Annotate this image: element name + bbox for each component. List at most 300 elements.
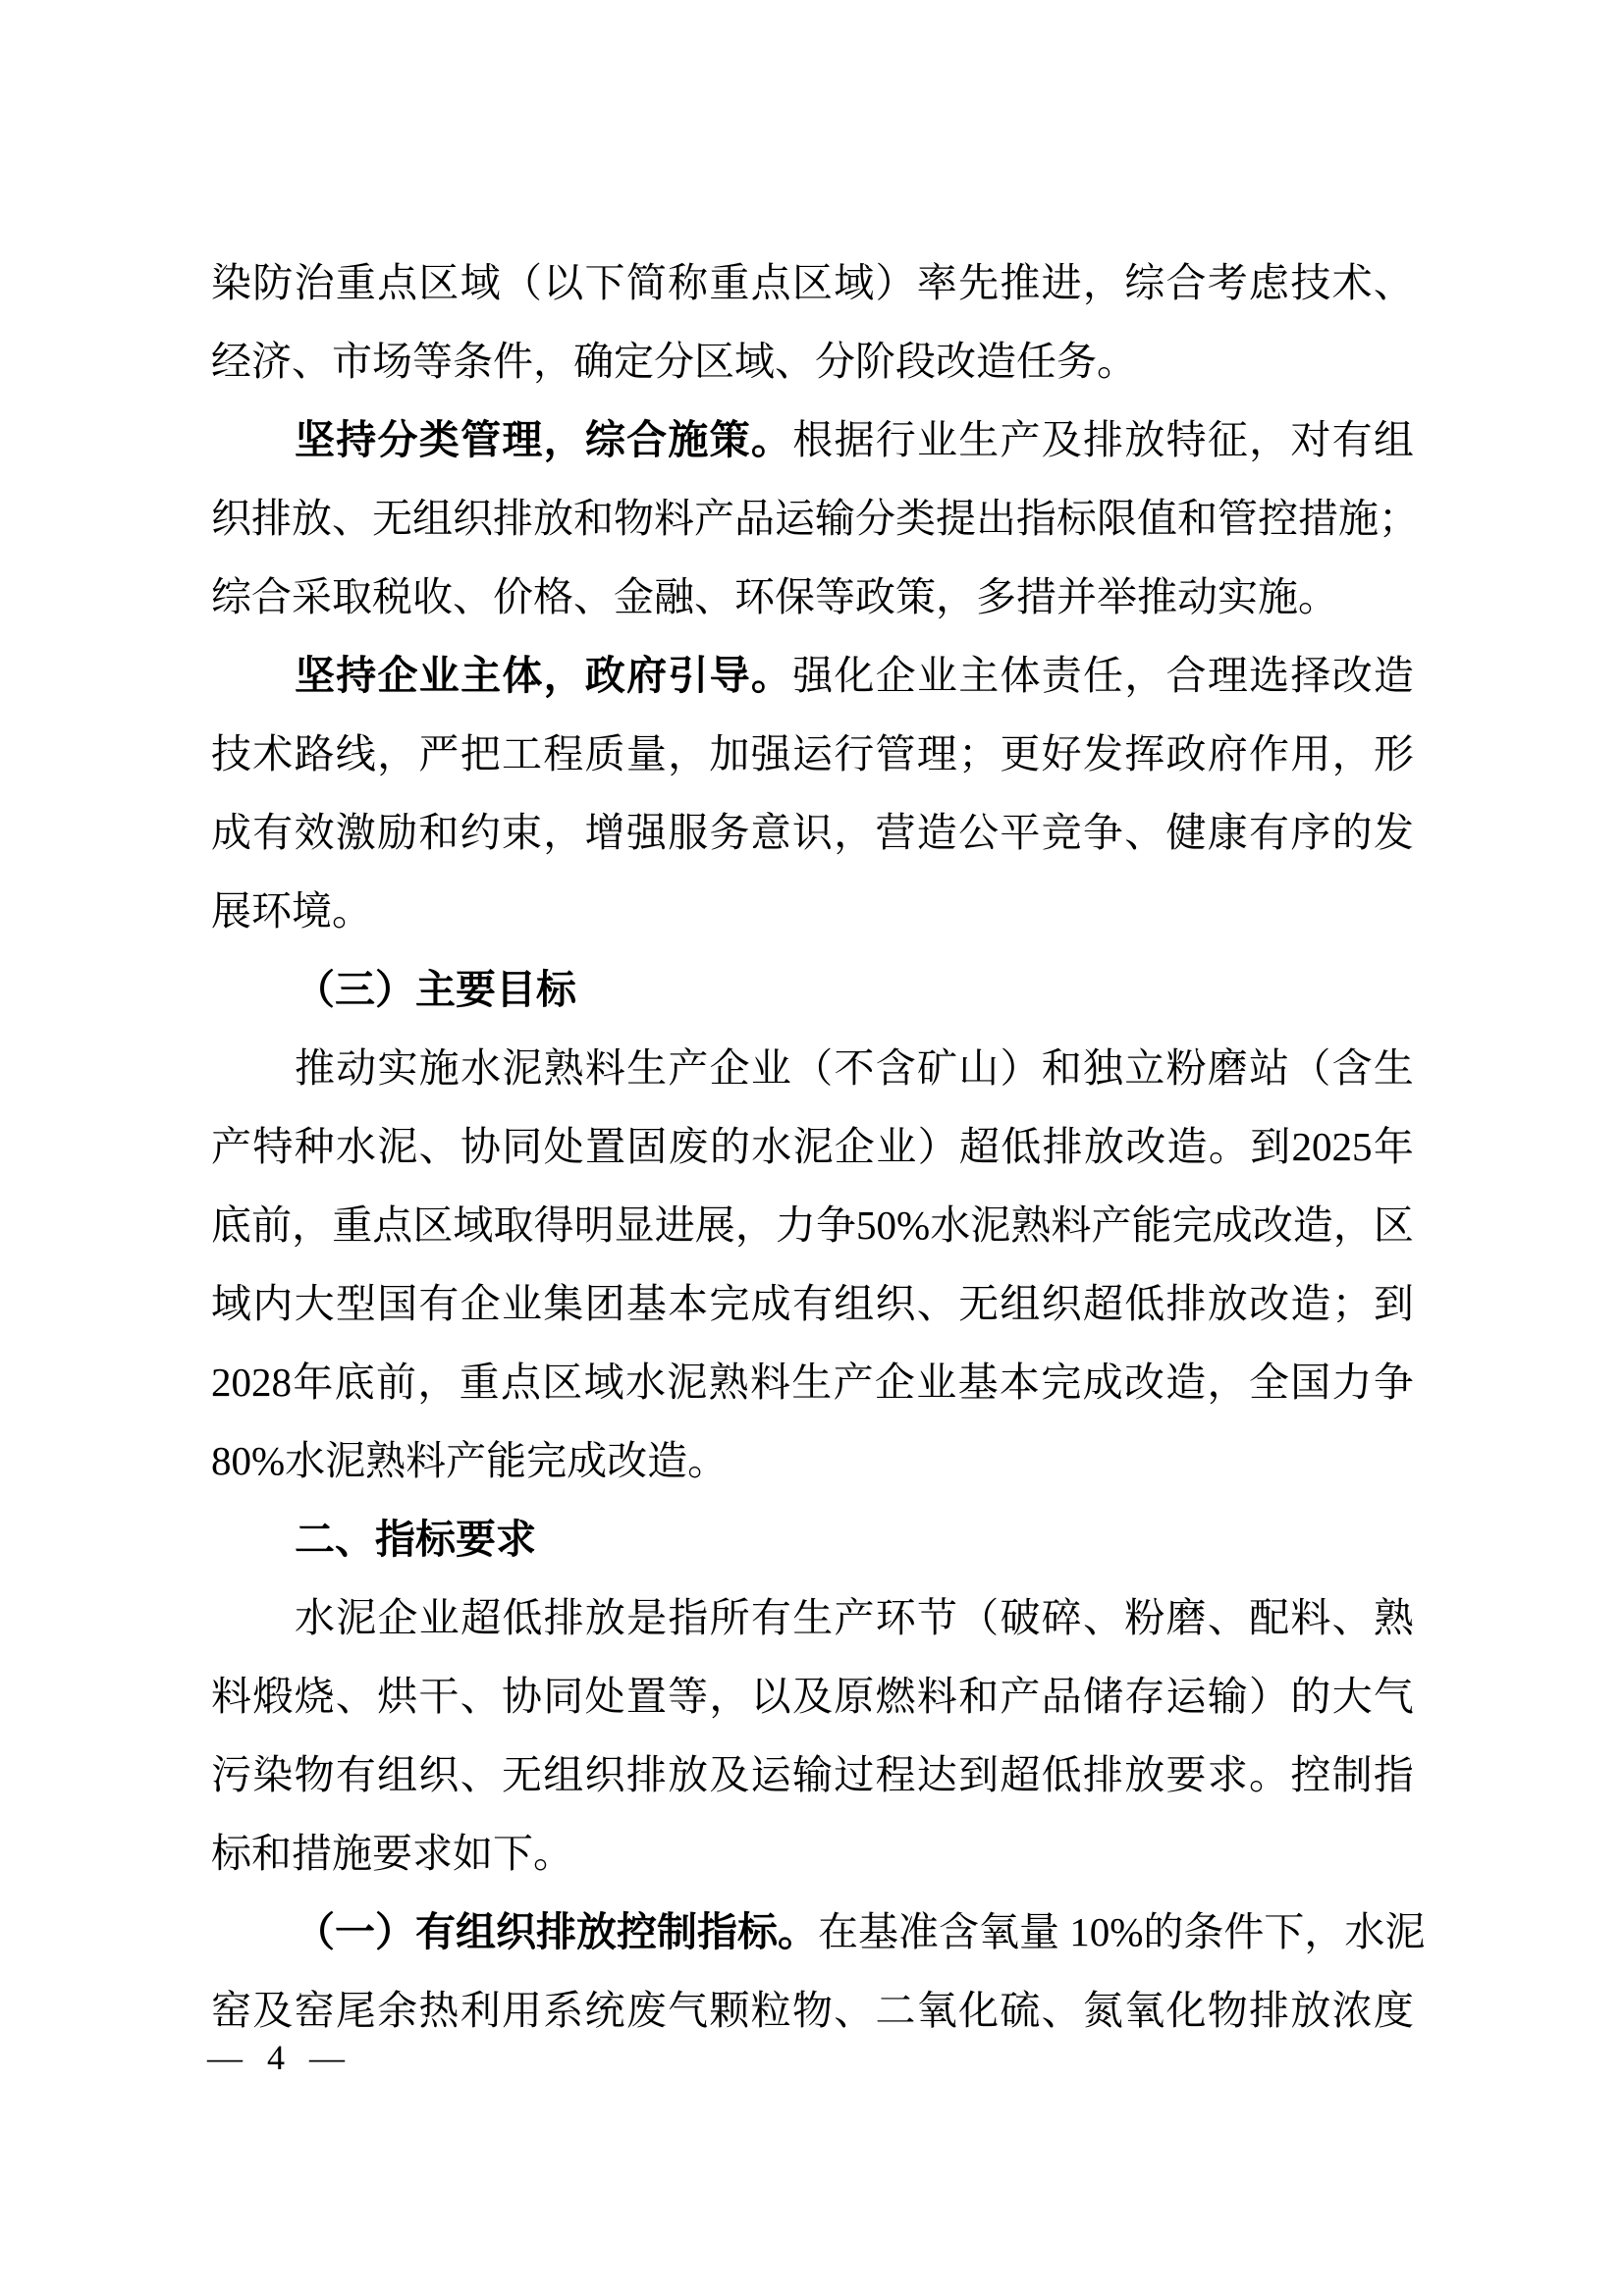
bold-text-token: 综 bbox=[584, 417, 625, 462]
text-token: 条 bbox=[1183, 1909, 1224, 1954]
text-token: 过 bbox=[834, 1752, 875, 1797]
text-token: 综 bbox=[1124, 260, 1165, 305]
text-token: 业 bbox=[916, 653, 957, 698]
bold-text-token: 府 bbox=[626, 653, 668, 698]
text-token: 同 bbox=[502, 1124, 543, 1169]
text-token: 团 bbox=[584, 1281, 625, 1326]
text-token: 超 bbox=[958, 1124, 1000, 1169]
text-token: 放 bbox=[292, 496, 332, 541]
text-token: 矿 bbox=[916, 1045, 957, 1091]
text-token: 及 bbox=[252, 1988, 294, 2033]
text-token: 水 bbox=[460, 1045, 502, 1091]
text-token: ， bbox=[417, 1360, 459, 1405]
text-token: 运 bbox=[750, 1752, 791, 1797]
text-token: 输 bbox=[791, 1752, 833, 1797]
bold-text-token: 。 bbox=[750, 417, 791, 462]
text-token: 产 bbox=[211, 1124, 251, 1169]
text-token: 能 bbox=[1131, 1202, 1172, 1248]
text-token: 推 bbox=[1000, 260, 1041, 305]
text-token: 物 bbox=[1207, 1988, 1248, 2033]
text-token: 化 bbox=[834, 653, 875, 698]
text-token: 织 bbox=[418, 1752, 460, 1797]
text-line bbox=[211, 715, 1414, 793]
text-line bbox=[211, 1578, 1414, 1657]
text-token: ， bbox=[1207, 1360, 1248, 1405]
text-token: 10% bbox=[1059, 1909, 1144, 1954]
text-token: 放 bbox=[533, 496, 573, 541]
text-token: 技 bbox=[1290, 260, 1331, 305]
text-token: 改 bbox=[1125, 1124, 1166, 1169]
text-token: 。 bbox=[1249, 1752, 1290, 1797]
text-token: 输 bbox=[1207, 1674, 1248, 1719]
text-token: 是 bbox=[626, 1595, 668, 1640]
text-line bbox=[211, 1893, 1426, 1971]
text-token: 干 bbox=[418, 1674, 460, 1719]
text-token: 、 bbox=[1083, 1595, 1124, 1640]
text-token: 强 bbox=[625, 810, 667, 855]
text-token: 低 bbox=[1041, 1752, 1082, 1797]
bold-text-token: 排 bbox=[536, 1909, 576, 1954]
text-token: 大 bbox=[294, 1281, 335, 1326]
text-token: 余 bbox=[377, 1988, 418, 2033]
text-token: 域 bbox=[453, 1202, 494, 1248]
text-token: 件 bbox=[1223, 1909, 1265, 1954]
text-token: 站 bbox=[1249, 1045, 1290, 1091]
text-token: 型 bbox=[335, 1281, 376, 1326]
text-token: 体 bbox=[1000, 653, 1041, 698]
text-token: ； bbox=[1379, 496, 1419, 541]
text-token: 氧 bbox=[1124, 1988, 1165, 2033]
text-token: （ bbox=[958, 1595, 1000, 1640]
bold-text-token: （ bbox=[295, 1909, 335, 1954]
text-token: 、 bbox=[916, 1281, 957, 1326]
text-token: 排 bbox=[1082, 1752, 1123, 1797]
text-token: 二 bbox=[875, 1988, 916, 2033]
text-token: 域 bbox=[460, 260, 501, 305]
text-token: 造 bbox=[916, 810, 957, 855]
text-token: 置 bbox=[584, 1124, 625, 1169]
text-token: 称 bbox=[668, 260, 709, 305]
text-token: 路 bbox=[294, 731, 335, 776]
text-token: 企 bbox=[875, 653, 916, 698]
text-token: 企 bbox=[834, 1124, 875, 1169]
text-token: 泥 bbox=[502, 1045, 543, 1091]
text-token: 烘 bbox=[377, 1674, 418, 1719]
bold-text-token: 分 bbox=[377, 417, 418, 462]
text-token: 化 bbox=[958, 1988, 1000, 2033]
text-token: 明 bbox=[573, 1202, 615, 1248]
text-token: 熟 bbox=[543, 1045, 584, 1091]
text-token: 显 bbox=[614, 1202, 655, 1248]
text-token: 业 bbox=[916, 1360, 957, 1405]
text-token: 配 bbox=[1249, 1595, 1290, 1640]
text-token: 本 bbox=[668, 1281, 709, 1326]
bold-text-token: 导 bbox=[709, 653, 750, 698]
text-token: 府 bbox=[1207, 731, 1248, 776]
text-token: 平 bbox=[1000, 810, 1041, 855]
text-token: 织 bbox=[1041, 1281, 1082, 1326]
bold-text-token: ， bbox=[543, 417, 584, 462]
text-token: 实 bbox=[377, 1045, 418, 1091]
text-token: 类 bbox=[895, 496, 936, 541]
text-token: 染 bbox=[252, 1752, 294, 1797]
text-token: ， bbox=[1082, 260, 1123, 305]
bold-text-token: ） bbox=[375, 1909, 415, 1954]
text-token: 排 bbox=[543, 1595, 584, 1640]
text-token: 环 bbox=[875, 1595, 916, 1640]
text-token: 前 bbox=[375, 1360, 416, 1405]
text-token: 大 bbox=[1331, 1674, 1373, 1719]
bold-text-token: 持 bbox=[336, 653, 377, 698]
text-token: 量 bbox=[1019, 1909, 1059, 1954]
text-token: 以 bbox=[750, 1674, 791, 1719]
text-token: 量 bbox=[625, 731, 667, 776]
text-token: 排 bbox=[1249, 1988, 1290, 2033]
bold-text-token: 组 bbox=[456, 1909, 496, 1954]
text-token: 及 bbox=[709, 1752, 750, 1797]
text-token: 成 bbox=[211, 810, 251, 855]
text-token: ， bbox=[377, 731, 418, 776]
bold-text-token: 政 bbox=[584, 653, 625, 698]
text-token: 内 bbox=[252, 1281, 294, 1326]
text-token: ） bbox=[875, 260, 916, 305]
text-token: 熟 bbox=[1010, 1202, 1052, 1248]
text-token: 有 bbox=[418, 1281, 460, 1326]
text-token: 区 bbox=[418, 260, 460, 305]
text-token: 标 bbox=[1056, 496, 1097, 541]
text-token: 粉 bbox=[1124, 1595, 1165, 1640]
text-token: 组 bbox=[1373, 417, 1414, 462]
text-token: 企 bbox=[460, 1281, 501, 1326]
bold-text-token: 施 bbox=[668, 417, 709, 462]
text-token: 原 bbox=[834, 1674, 875, 1719]
text-token: 烧 bbox=[294, 1674, 335, 1719]
text-token: 的 bbox=[1143, 1909, 1184, 1954]
text-token: 织 bbox=[453, 496, 493, 541]
text-token: 尾 bbox=[335, 1988, 376, 2033]
text-token: 造 bbox=[1166, 1124, 1208, 1169]
text-line bbox=[211, 322, 1414, 400]
text-token: 废 bbox=[668, 1124, 709, 1169]
text-token: 前 bbox=[251, 1202, 293, 1248]
text-token: 及 bbox=[1041, 417, 1082, 462]
text-token: 得 bbox=[533, 1202, 574, 1248]
text-token: 低 bbox=[502, 1595, 543, 1640]
text-token: 合 bbox=[1165, 260, 1207, 305]
text-token: 生 bbox=[958, 417, 1000, 462]
bold-text-token: 控 bbox=[617, 1909, 657, 1954]
text-token: 排 bbox=[1083, 417, 1124, 462]
text-token: 以 bbox=[543, 260, 584, 305]
text-token: 放 bbox=[1124, 1752, 1165, 1797]
text-token: 集 bbox=[543, 1281, 584, 1326]
text-token: 50% bbox=[856, 1202, 931, 1248]
text-token: 改 bbox=[1252, 1202, 1293, 1248]
text-token: 品 bbox=[1041, 1674, 1082, 1719]
text-token: ， bbox=[668, 731, 709, 776]
text-token: 程 bbox=[875, 1752, 916, 1797]
bold-text-token: 企 bbox=[377, 653, 418, 698]
text-token: （ bbox=[792, 1045, 834, 1091]
text-token: 线 bbox=[335, 731, 376, 776]
text-token: 行 bbox=[834, 731, 875, 776]
text-token: 区 bbox=[791, 260, 833, 305]
text-token: 健 bbox=[1165, 810, 1207, 855]
text-token: 任 bbox=[1083, 653, 1124, 698]
text-token: 术 bbox=[252, 731, 294, 776]
text-token: 到 bbox=[1373, 1281, 1414, 1326]
text-token: 控 bbox=[1258, 496, 1298, 541]
text-token: 放 bbox=[1124, 417, 1165, 462]
text-token: 域 bbox=[211, 1281, 251, 1326]
text-token: 、 bbox=[834, 1988, 875, 2033]
text-token: 点 bbox=[372, 1202, 413, 1248]
text-token: 、 bbox=[1373, 260, 1414, 305]
text-token: 理 bbox=[916, 731, 957, 776]
text-token: 推 bbox=[295, 1045, 335, 1091]
text-token: 。 bbox=[1208, 1124, 1249, 1169]
text-token: 动 bbox=[336, 1045, 377, 1091]
text-token: 粒 bbox=[750, 1988, 791, 2033]
text-token: 同 bbox=[543, 1674, 584, 1719]
text-token: 含 bbox=[939, 1909, 979, 1954]
text-token: 废 bbox=[625, 1988, 667, 2033]
text-token: 虑 bbox=[1249, 260, 1290, 305]
text-token: 技 bbox=[211, 731, 251, 776]
text-token: ， bbox=[709, 1674, 750, 1719]
text-token: 窑 bbox=[294, 1988, 335, 2033]
text-token: 泥 bbox=[336, 1595, 377, 1640]
text-token: 达 bbox=[916, 1752, 957, 1797]
text-token: 程 bbox=[543, 731, 584, 776]
text-token: 点 bbox=[377, 260, 418, 305]
text-token: 全 bbox=[1248, 1360, 1289, 1405]
text-token: 和 bbox=[958, 1674, 1000, 1719]
text-token: 系 bbox=[543, 1988, 584, 2033]
text-token: 基 bbox=[957, 1360, 999, 1405]
text-token: 质 bbox=[584, 731, 625, 776]
text-token: 排 bbox=[493, 496, 533, 541]
text-line bbox=[211, 872, 1414, 950]
text-token: 含 bbox=[875, 1045, 916, 1091]
text-token: 织 bbox=[875, 1281, 916, 1326]
text-token: ， bbox=[1304, 1909, 1345, 1954]
text-token: 底 bbox=[334, 1360, 375, 1405]
text-token: 重 bbox=[709, 260, 750, 305]
text-token: 激 bbox=[335, 810, 376, 855]
text-token: 生 bbox=[791, 1360, 833, 1405]
text-token: 粉 bbox=[1165, 1045, 1207, 1091]
bold-text-segment: 二、指标要求 bbox=[295, 1517, 536, 1562]
text-token: 用 bbox=[1290, 731, 1331, 776]
text-token: 泥 bbox=[1384, 1909, 1426, 1954]
text-token: 燃 bbox=[875, 1674, 916, 1719]
text-token: 置 bbox=[625, 1674, 667, 1719]
text-token: 、 bbox=[418, 1124, 460, 1169]
text-line bbox=[211, 1421, 1414, 1500]
bold-text-token: 主 bbox=[460, 653, 502, 698]
text-token: 料 bbox=[654, 496, 694, 541]
bold-text-token: 持 bbox=[336, 417, 377, 462]
text-token: 、 bbox=[1331, 1595, 1373, 1640]
text-token: 发 bbox=[1373, 810, 1414, 855]
text-token: 排 bbox=[251, 496, 292, 541]
text-line bbox=[211, 400, 1414, 479]
text-token: 底 bbox=[211, 1202, 251, 1248]
text-token: 区 bbox=[412, 1202, 454, 1248]
text-line bbox=[211, 479, 1419, 558]
text-token: 工 bbox=[501, 731, 542, 776]
text-token: 管 bbox=[875, 731, 916, 776]
text-token: 2025 bbox=[1291, 1124, 1373, 1169]
text-token: 浓 bbox=[1331, 1988, 1373, 2033]
text-token: 国 bbox=[377, 1281, 418, 1326]
text-token: 准 bbox=[898, 1909, 939, 1954]
text-token: 区 bbox=[542, 1360, 583, 1405]
text-token: 营 bbox=[875, 810, 916, 855]
text-token: 区 bbox=[1373, 1202, 1414, 1248]
text-token: 运 bbox=[775, 496, 815, 541]
text-token: 域 bbox=[583, 1360, 624, 1405]
text-token: 责 bbox=[1041, 653, 1082, 698]
text-token: 成 bbox=[1082, 1360, 1123, 1405]
text-token: 点 bbox=[500, 1360, 541, 1405]
text-token: 生 bbox=[1373, 1045, 1414, 1091]
text-token: 无 bbox=[372, 496, 412, 541]
text-token: 下 bbox=[1264, 1909, 1305, 1954]
text-token: 气 bbox=[1373, 1674, 1414, 1719]
text-token: ， bbox=[1249, 417, 1290, 462]
text-token: ） bbox=[1249, 1674, 1290, 1719]
text-token: 放 bbox=[1290, 1988, 1331, 2033]
text-token: ， bbox=[1332, 1202, 1374, 1248]
text-token: 2028 bbox=[211, 1360, 292, 1405]
text-token: 产 bbox=[1000, 1674, 1041, 1719]
text-line bbox=[211, 793, 1414, 872]
text-token: 有 bbox=[750, 1595, 791, 1640]
text-token: 存 bbox=[1124, 1674, 1165, 1719]
bold-text-token: 坚 bbox=[295, 653, 335, 698]
text-token: 好 bbox=[1041, 731, 1082, 776]
text-token: 无 bbox=[958, 1281, 1000, 1326]
text-token: 排 bbox=[1042, 1124, 1083, 1169]
text-token: 节 bbox=[916, 1595, 957, 1640]
text-token: 的 bbox=[1290, 1674, 1331, 1719]
text-token: 进 bbox=[1041, 260, 1082, 305]
text-token: 改 bbox=[1331, 653, 1373, 698]
bold-text-token: 策 bbox=[709, 417, 750, 462]
text-token: 改 bbox=[1123, 1360, 1164, 1405]
text-token: 放 bbox=[584, 1595, 625, 1640]
text-token: 分 bbox=[855, 496, 895, 541]
bold-text-token: 管 bbox=[460, 417, 502, 462]
text-token: 识 bbox=[791, 810, 833, 855]
text-token: 点 bbox=[750, 260, 791, 305]
text-token: 和 bbox=[1041, 1045, 1082, 1091]
text-token: 和 bbox=[1177, 496, 1218, 541]
text-token: 泥 bbox=[377, 1124, 418, 1169]
text-token: 协 bbox=[460, 1124, 501, 1169]
text-token: 水 bbox=[1344, 1909, 1385, 1954]
text-token: 氧 bbox=[916, 1988, 957, 2033]
text-token: 力 bbox=[1331, 1360, 1373, 1405]
document-body bbox=[211, 243, 1426, 2050]
text-token: 料 bbox=[211, 1674, 251, 1719]
text-token: 康 bbox=[1207, 810, 1248, 855]
text-token: 度 bbox=[1373, 1988, 1414, 2033]
bold-text-token: 制 bbox=[657, 1909, 697, 1954]
text-token: 、 bbox=[1124, 810, 1165, 855]
bold-text-token: 理 bbox=[502, 417, 543, 462]
text-token: 料 bbox=[749, 1360, 790, 1405]
text-token: 染 bbox=[211, 260, 251, 305]
text-token: 、 bbox=[1041, 1988, 1082, 2033]
text-token: 到 bbox=[958, 1752, 1000, 1797]
text-token: 品 bbox=[734, 496, 775, 541]
bold-text-token: 合 bbox=[626, 417, 668, 462]
bold-text-token: 坚 bbox=[295, 417, 335, 462]
text-token: 理 bbox=[1207, 653, 1248, 698]
text-token: 利 bbox=[460, 1988, 501, 2033]
text-token: 、 bbox=[1207, 1595, 1248, 1640]
text-token: 超 bbox=[460, 1595, 502, 1640]
text-token: 污 bbox=[211, 1752, 251, 1797]
text-token: 造 bbox=[1292, 1202, 1333, 1248]
text-token: 束 bbox=[501, 810, 542, 855]
text-token: 指 bbox=[1016, 496, 1056, 541]
text-token: 业 bbox=[876, 1124, 917, 1169]
text-segment: 经济、市场等条件，确定分区域、分阶段改造任务。 bbox=[211, 339, 1137, 384]
text-token: 碎 bbox=[1041, 1595, 1082, 1640]
text-token: ） bbox=[1000, 1045, 1041, 1091]
text-line bbox=[211, 1657, 1414, 1735]
text-token: 指 bbox=[1373, 1752, 1414, 1797]
text-token: 业 bbox=[501, 1281, 542, 1326]
text-token: 选 bbox=[1249, 653, 1290, 698]
text-token: 排 bbox=[1165, 1281, 1207, 1326]
text-token: 防 bbox=[252, 260, 294, 305]
page-number: — 4 — bbox=[207, 2038, 345, 2077]
text-token: ， bbox=[1124, 653, 1165, 698]
bold-text-token: 。 bbox=[750, 653, 791, 698]
text-token: 征 bbox=[1207, 417, 1248, 462]
text-token: 产 bbox=[833, 1360, 874, 1405]
bold-text-token: 放 bbox=[576, 1909, 617, 1954]
bold-text-token: 引 bbox=[668, 653, 709, 698]
text-token: ， bbox=[1331, 731, 1373, 776]
text-token: 形 bbox=[1373, 731, 1414, 776]
text-token: 、 bbox=[335, 1674, 376, 1719]
text-token: 域 bbox=[834, 260, 875, 305]
text-token: 本 bbox=[999, 1360, 1040, 1405]
text-token: 立 bbox=[1124, 1045, 1165, 1091]
text-token: 泥 bbox=[792, 1124, 834, 1169]
bold-text-token: 有 bbox=[415, 1909, 456, 1954]
text-token: 运 bbox=[1165, 1674, 1207, 1719]
text-token: 完 bbox=[1041, 1360, 1082, 1405]
text-line bbox=[211, 1735, 1414, 1814]
text-token: ） bbox=[917, 1124, 958, 1169]
text-token: 织 bbox=[211, 496, 251, 541]
text-token: 有 bbox=[791, 1281, 833, 1326]
text-token: 管 bbox=[1218, 496, 1258, 541]
text-token: 年 bbox=[1373, 1124, 1414, 1169]
text-token: 择 bbox=[1290, 653, 1331, 698]
text-token: 发 bbox=[1082, 731, 1123, 776]
text-token: 业 bbox=[750, 1045, 791, 1091]
text-token: 颗 bbox=[709, 1988, 750, 2033]
text-token: 指 bbox=[668, 1595, 709, 1640]
